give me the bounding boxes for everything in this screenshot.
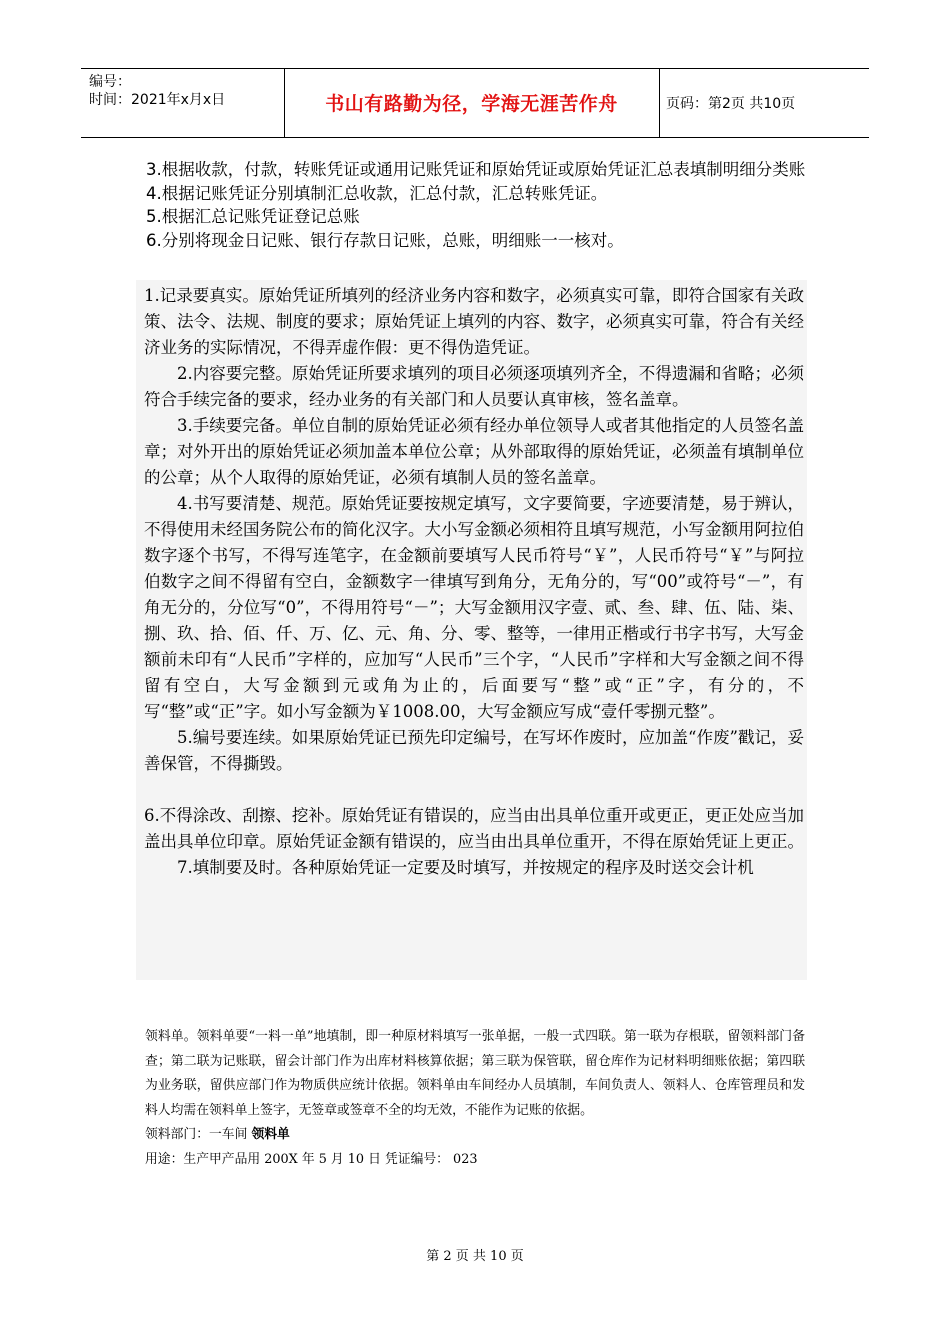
step-6: 6.分别将现金日记账、银行存款日记账，总账，明细账一一核对。 xyxy=(146,230,624,250)
time-label: 时间：2021年x月x日 xyxy=(89,92,226,108)
step-5: 5.根据汇总记账凭证登记总账 xyxy=(146,207,360,226)
rule-2: 2.内容要完整。原始凭证所要求填列的项目必须逐项填列齐全，不得遗漏和省略；必须符合手续完备的要求，经办业务的有关部门和人员要认真审核，签名盖章。 xyxy=(144,364,804,409)
material-requisition-section xyxy=(145,1025,805,1172)
code-label: 编号： xyxy=(89,74,131,90)
rule-7: 7.填制要及时。各种原始凭证一定要及时填写，并按规定的程序及时送交会计机 xyxy=(177,858,754,877)
voucher-rules xyxy=(144,283,804,881)
header-motto: 书山有路勤为径，学海无涯苦作舟 xyxy=(325,93,618,115)
header-page-number: 页码：第2页 共10页 xyxy=(666,96,796,112)
page-header xyxy=(81,68,869,138)
requisition-usage: 用途：生产甲产品用 200X 年 5 月 10 日 凭证编号： 023 xyxy=(145,1151,478,1167)
requisition-form-title: 领料单 xyxy=(251,1127,290,1142)
step-4: 4.根据记账凭证分别填制汇总收款，汇总付款，汇总转账凭证。 xyxy=(146,183,608,203)
requisition-dept-line xyxy=(145,1123,805,1148)
rule-4: 4.书写要清楚、规范。原始凭证要按规定填写，文字要简要，字迹要清楚，易于辨认，不得使用未经国务院公布的简化汉字。大小写金额必须相符且填写规范，小写金额用阿拉伯数字逐个书写，不得写连笔字，在金额前要填写人民币符号“￥”，人民币符号“￥”与阿拉伯数字之间不得留有空白，金额数字一律填写到角分，无角分的，写“00”或符号“－”，有角无分的，分位写“0”，不得用符号“－”；大写金额用汉字壹、贰、叁、肆、伍、陆、柒、捌、玖、拾、佰、仟、万、亿、元、角、分、零、整等，一律用正楷或行书字书写，大写金额前未印有“人民币”字样的，应加写“人民币”三个字，“人民币”字样和大写金额之间不得留有空白，大写金额到元或角为止的，后面要写“整”或“正”字，有分的，不写“整”或“正”字。如小写金额为￥1008.00，大写金额应写成“壹仟零捌元整”。 xyxy=(144,494,804,721)
rule-5: 5.编号要连续。如果原始凭证已预先印定编号，在写坏作废时，应加盖“作废”戳记，妥善保管，不得撕毁。 xyxy=(144,728,804,773)
page-footer: 第 2 页 共 10 页 xyxy=(426,1249,524,1264)
requisition-description: 领料单。领料单要“一料一单”地填制，即一种原材料填写一张单据，一般一式四联。第一联为存根联，留领料部门备查；第二联为记账联，留会计部门作为出库材料核算依据；第三联为保管联，留仓库作为记材料明细账依据；第四联为业务联，留供应部门作为物质供应统计依据。领料单由车间经办人员填制，车间负责人、领料人、仓库管理员和发料人均需在领料单上签字，无签章或签章不全的均无效，不能作为记账的依据。 xyxy=(145,1029,805,1118)
header-divider xyxy=(659,69,660,137)
rule-3: 3.手续要完备。单位自制的原始凭证必须有经办单位领导人或者其他指定的人员签名盖章；对外开出的原始凭证必须加盖本单位公章；从外部取得的原始凭证，必须盖有填制单位的公章；从个人取得的原始凭证，必须有填制人员的签名盖章。 xyxy=(144,416,804,487)
rule-6: 6.不得涂改、刮擦、挖补。原始凭证有错误的，应当由出具单位重开或更正，更正处应当加盖出具单位印章。原始凭证金额有错误的，应当由出具单位重开，不得在原始凭证上更正。 xyxy=(144,806,804,851)
procedure-steps xyxy=(146,158,826,252)
header-meta xyxy=(89,69,289,137)
step-3: 3.根据收款，付款，转账凭证或通用记账凭证和原始凭证或原始凭证汇总表填制明细分类账 xyxy=(146,160,806,179)
rule-1: 1.记录要真实。原始凭证所填列的经济业务内容和数字，必须真实可靠，即符合国家有关政策、法令、法规、制度的要求；原始凭证上填列的内容、数字，必须真实可靠，符合有关经济业务的实际情况，不得弄虚作假：更不得伪造凭证。 xyxy=(144,286,804,357)
requisition-dept: 领料部门：一车间 xyxy=(145,1127,248,1142)
